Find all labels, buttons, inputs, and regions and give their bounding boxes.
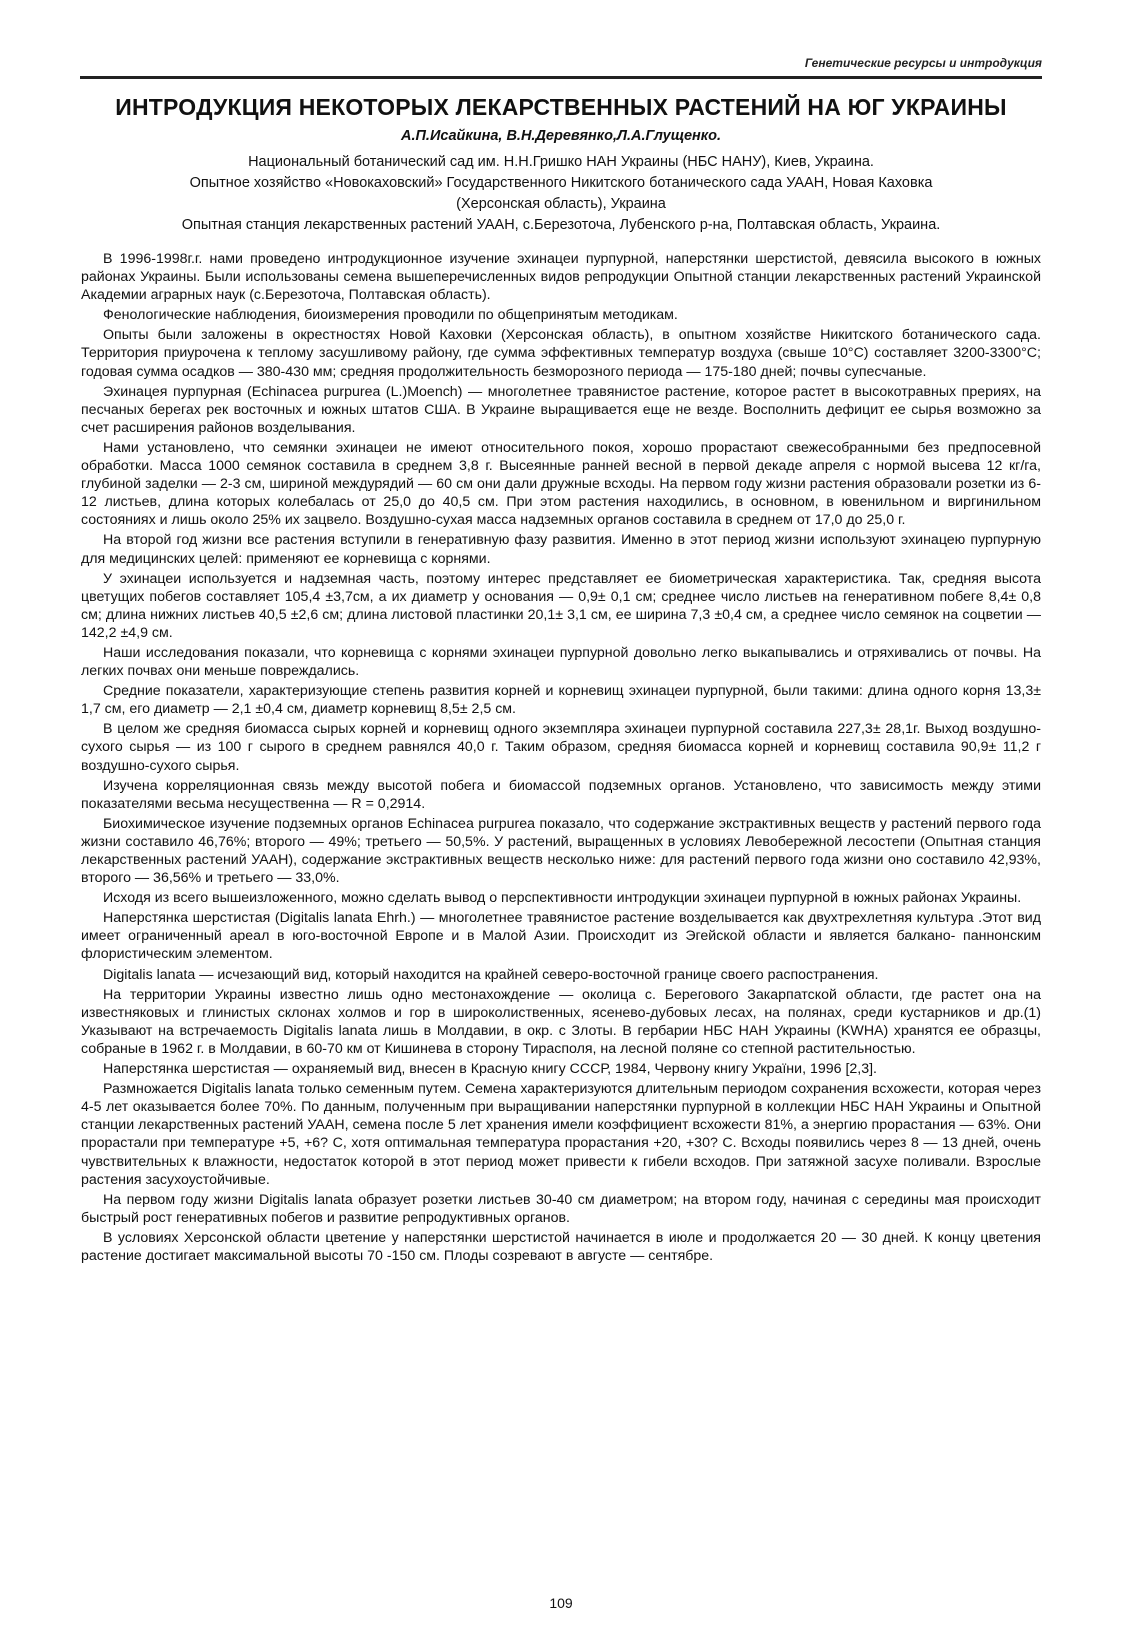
paragraph: Наши исследования показали, что корневища с корнями эхинацеи пурпурной довольно легко выкапывались и отряхивались от почвы. На легких почвах они меньше повреждались. xyxy=(81,644,1041,680)
affiliations xyxy=(80,152,1042,236)
paragraph: Эхинацея пурпурная (Echinacea purpurea (L.)Moench) — многолетнее травянистое растение, которое растет в высокотравных прериях, на песчаных берегах рек восточных и южных штатов США. В Украине выращивается еще не везде. Восполнить дефицит ее сырья возможно за счет расширения районов возделывания. xyxy=(81,383,1041,436)
article-body xyxy=(81,250,1041,1267)
paragraph: В целом же средняя биомасса сырых корней и корневищ одного экземпляра эхинацеи пурпурной составила 227,3± 28,1г. Выход воздушно-сухого сырья — из 100 г сырого в среднем равнялся 40,0 г. Таким образом, средняя биомасса корней и корневищ составила 90,9± 11,2 г воздушно-сухого сырья. xyxy=(81,721,1041,774)
affiliation: (Херсонская область), Украина xyxy=(456,196,666,212)
paragraph: На первом году жизни Digitalis lanata образует розетки листьев 30-40 см диаметром; на втором году, начиная с середины мая происходит быстрый рост генеративных побегов и развитие репродуктивных органов. xyxy=(81,1191,1041,1226)
paragraph: В условиях Херсонской области цветение у наперстянки шерстистой начинается в июле и продолжается 20 — 30 дней. К концу цветения растение достигает максимальной высоты 70 -150 см. Плоды созревают в августе — сентябре. xyxy=(81,1229,1041,1264)
paragraph: Исходя из всего вышеизложенного, можно сделать вывод о перспективности интродукции эхинацеи пурпурной в южных районах Украины. xyxy=(103,890,1022,907)
affiliation: Опытная станция лекарственных растений УААН, с.Березоточа, Лубенского р-на, Полтавская область, Украина. xyxy=(181,217,941,233)
paragraph: Изучена корреляционная связь между высотой побега и биомассой подземных органов. Установлено, что зависимость между этими показателями весьма несущественна — R = 0,2914. xyxy=(81,777,1041,812)
paragraph: На территории Украины известно лишь одно местонахождение — околица с. Берегового Закарпатской области, где растет она на известняковых и глинистых склонах холмов и гор в широколиственных, ясенево-дубовых лесах, на полянах, среди кустарников и др.(1) Указывают на встречаемость Digitalis lanata лишь в Молдавии, в окр. с Злоты. В гербарии НБС НАН Украины (KWHA) хранятся ее образцы, собраные в 1962 г. в Молдавии, в 60-70 км от Кишинева в сторону Тирасполя, на лесной поляне со степной растительностью. xyxy=(81,986,1041,1057)
paragraph: На второй год жизни все растения вступили в генеративную фазу развития. Именно в этот период жизни используют эхинацею пурпурную для медицинских целей: применяют ее корневища с корнями. xyxy=(81,532,1041,567)
paragraph: Фенологические наблюдения, биоизмерения проводили по общепринятым методикам. xyxy=(103,307,678,324)
paragraph: Наперстянка шерстистая (Digitalis lanata Ehrh.) — многолетнее травянистое растение возделывается как двухтрехлетняя культура .Этот вид имеет ограниченный ареал в юго-восточной Европе и в Малой Азии. Происходит из Эгейской области и является балкано- паннонским флористическим элементом. xyxy=(81,910,1041,963)
paragraph: Digitalis lanata — исчезающий вид, который находится на крайней северо-восточной границе своего распостранения. xyxy=(103,966,879,983)
affiliation: Опытное хозяйство «Новокаховский» Государственного Никитского ботанического сада УААН, Новая Каховка xyxy=(189,175,933,191)
paragraph: Наперстянка шерстистая — охраняемый вид, внесен в Красную книгу СССР, 1984, Червону книгу України, 1996 [2,3]. xyxy=(103,1061,877,1078)
paragraph: У эхинацеи используется и надземная часть, поэтому интерес представляет ее биометрическая характеристика. Так, средняя высота цветущих побегов составляет 105,4 ±3,7см, а их диаметр у основания — 0,9± 0,1 см; среднее число листьев на генеративном побеге 8,4± 0,8 см; длина нижних листьев 40,5 ±2,6 см; длина листовой пластинки 20,1± 3,1 см, ее ширина 7,3 ±0,4 см, а среднее число семянок на соцветии — 142,2 ±4,9 см. xyxy=(81,570,1041,641)
paragraph: Средние показатели, характеризующие степень развития корней и корневищ эхинацеи пурпурной, были такими: длина одного корня 13,3± 1,7 см, его диаметр — 2,1 ±0,4 см, диаметр корневищ 8,5± 2,5 см. xyxy=(81,683,1041,718)
header-rule xyxy=(80,76,1042,79)
authors: А.П.Исайкина, В.Н.Деревянко,Л.А.Глущенко. xyxy=(401,128,721,144)
article-title: ИНТРОДУКЦИЯ НЕКОТОРЫХ ЛЕКАРСТВЕННЫХ РАСТЕНИЙ НА ЮГ УКРАИНЫ xyxy=(115,94,1007,120)
paragraph: В 1996-1998г.г. нами проведено интродукционное изучение эхинацеи пурпурной, наперстянки шерстистой, девясила высокого в южных районах Украины. Были использованы семена вышеперечисленных видов репродукции Опытной станции лекарственных растений Украинской Академии аграрных наук (с.Березоточа, Полтавская область). xyxy=(81,251,1041,304)
running-head: Генетические ресурсы и интродукция xyxy=(804,56,1042,70)
paragraph: Нами установлено, что семянки эхинацеи не имеют относительного покоя, хорошо прорастают свежесобранными без предпосевной обработки. Масса 1000 семянок составила в среднем 3,8 г. Высеянные ранней весной в первой декаде апреля с нормой высева 12 кг/га, глубиной заделки — 2-3 см, шириной междурядий — 60 см они дали дружные всходы. На первом году жизни растения образовали розетки из 6-12 листьев, длина которых колебалась от 25,0 до 40,5 см. При этом растения находились, в основном, в ювенильном и виргинильном состояниях и лишь около 25% их зацвело. Воздушно-сухая масса надземных органов составила в среднем от 17,0 до 25,0 г. xyxy=(81,439,1041,529)
paragraph: Биохимическое изучение подземных органов Echinacea purpurea показало, что содержание экстрактивных веществ у растений первого года жизни составило 46,76%; второго — 49%; третьего — 50,5%. У растений, выращенных в условиях Левобережной лесостепи (Опытная станция лекарственных растений УААН), содержание экстрактивных веществ несколько ниже: для растений первого года жизни оно составило 42,93%, второго — 36,56% и третьего — 33,0%. xyxy=(81,815,1041,887)
page-number: 109 xyxy=(549,1595,573,1611)
paragraph: Опыты были заложены в окрестностях Новой Каховки (Херсонская область), в опытном хозяйстве Никитского ботанического сада. Территория приурочена к теплому засушливому району, где сумма эффективных температур воздуха (свыше 10°С) составляет 3200-3300°С; годовая сумма осадков — 380-430 мм; средняя продолжительность безморозного периода — 175-180 дней; почвы супесчаные. xyxy=(81,327,1041,380)
paragraph: Размножается Digitalis lanata только семенным путем. Семена характеризуются длительным периодом сохранения всхожести, которая через 4-5 лет оказывается более 70%. По данным, полученным при выращивании наперстянки пурпурной в коллекции НБС НАН Украины и Опытной станции лекарственных растений УААН, семена после 5 лет хранения имели коэффициент всхожести 81%, а энергию прорастания — 63%. Они прорастали при температуре +5, +6? С, хотя оптимальная температура прорастания +20, +30? С. Всходы появились через 8 — 13 дней, очень чувствительных к влажности, недостаток которой в этот период может привести к гибели всходов. При затяжной засухе поливали. Взрослые растения засухоустойчивые. xyxy=(81,1081,1041,1188)
affiliation: Национальный ботанический сад им. Н.Н.Гришко НАН Украины (НБС НАНУ), Киев, Украина. xyxy=(248,154,874,170)
